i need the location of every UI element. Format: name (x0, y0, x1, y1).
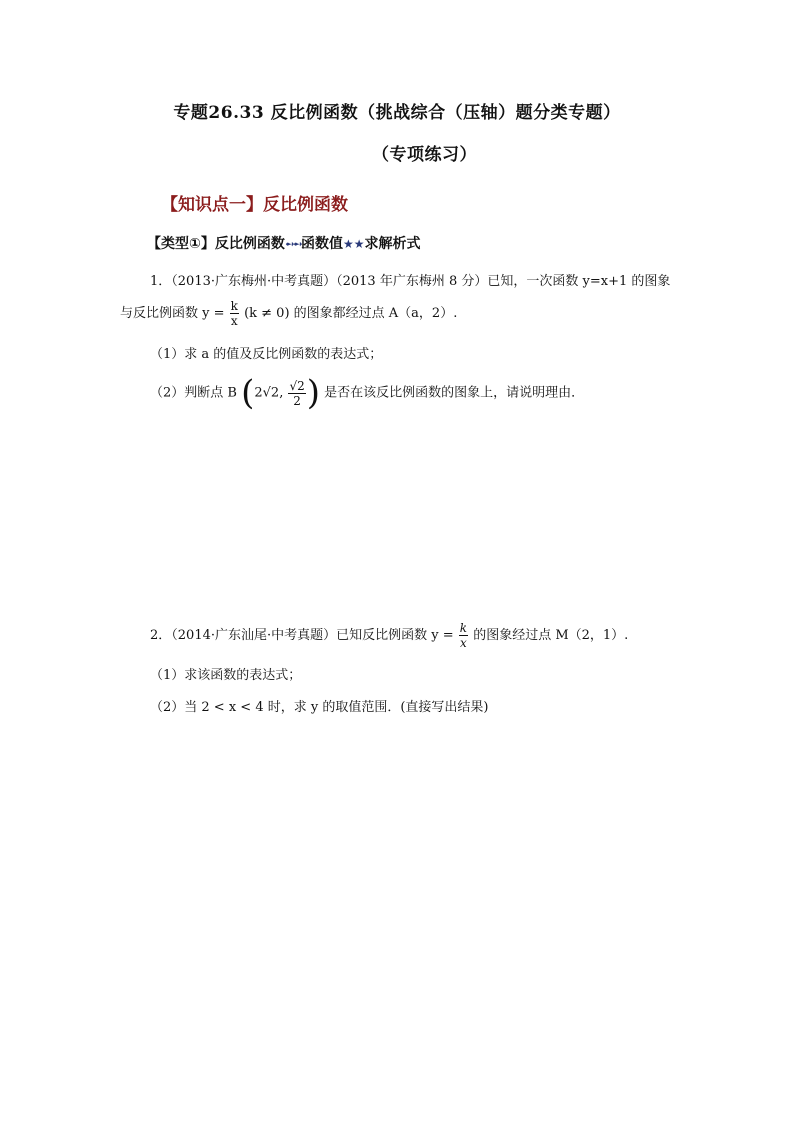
q1-frac-num: k (230, 299, 238, 313)
type-middle: 函数值 (300, 236, 343, 252)
document-subtitle: （专项练习） (372, 145, 477, 165)
q1-part1: （1）求 a 的值及反比例函数的表达式； (150, 347, 383, 362)
q2-part1: （1）求该函数的表达式； (150, 668, 302, 683)
arrows-icon: ➻➻ (284, 237, 301, 251)
q2-line1-pre: 2．（2014·广东汕尾·中考真题）已知反比例函数 y = (150, 628, 454, 643)
q1-point-y-den: 2 (293, 393, 301, 408)
q1-line2 (120, 300, 457, 327)
q1-point-y-num: √2 (289, 378, 305, 393)
q2-frac-den: x (460, 636, 467, 650)
q1-line2-pre: 与反比例函数 y = (120, 306, 225, 321)
q1-fraction (230, 300, 239, 327)
type-end: 求解析式 (364, 236, 421, 252)
knowledge-point-heading: 【知识点一】反比例函数 (161, 195, 348, 215)
q1-part2: （2）判断点 B (2√2, $\frac{√2}{2}$ ) 是否在该反比例函数的图象上，请说明理由． (150, 373, 585, 413)
q2-line1-post: 的图象经过点 M（2，1）. (473, 628, 629, 643)
q2-line1 (150, 622, 628, 649)
type-label: 【类型①】反比例函数 (147, 236, 285, 252)
q1-line1: 1．（2013·广东梅州·中考真题）（2013 年广东梅州 8 分）已知，一次函数 y=x+1 的图象 (150, 274, 671, 289)
q1-part2-pre: （2）判断点 B (150, 385, 237, 401)
type-heading (147, 233, 420, 253)
q1-point-x: 2√2, (254, 385, 284, 401)
document-title: 专题26.33 反比例函数（挑战综合（压轴）题分类专题） (173, 103, 621, 123)
q1-line2-post: (k ≠ 0) 的图象都经过点 A（a，2）. (244, 306, 458, 321)
q1-part2-post: 是否在该反比例函数的图象上，请说明理由． (324, 385, 585, 401)
q2-fraction (459, 622, 468, 649)
q1-frac-den: x (230, 314, 238, 328)
q2-part2: （2）当 2 < x < 4 时，求 y 的取值范围．(直接写出结果) (150, 700, 489, 715)
q1-point-y-fraction (288, 380, 305, 407)
stars-icon: ★★ (342, 237, 365, 251)
q2-frac-num: k (459, 621, 468, 635)
